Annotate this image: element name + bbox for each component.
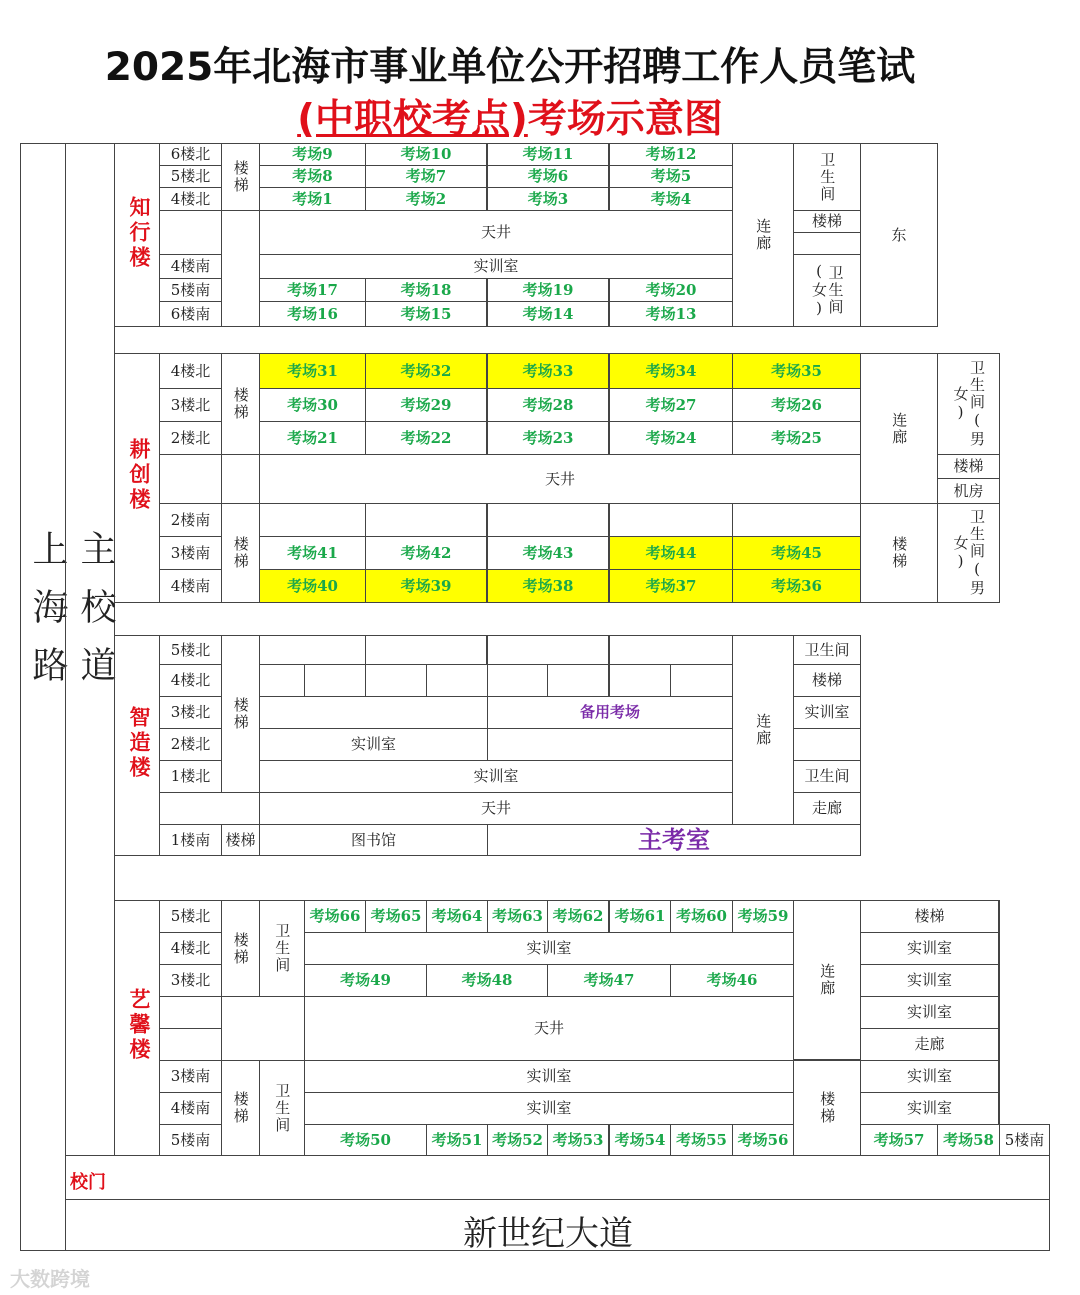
blank-cell <box>487 503 609 537</box>
patio: 天井 <box>304 996 794 1061</box>
blank-cell <box>365 503 487 537</box>
floor-label: 1楼北 <box>159 760 222 793</box>
chief-examiner-room: 主考室 <box>487 824 861 856</box>
exam-room: 考场20 <box>609 278 733 302</box>
machine-room: 机房 <box>937 478 1000 504</box>
floor-label: 5楼南 <box>159 278 222 302</box>
toilet: 卫生间(女) <box>793 254 861 327</box>
exam-room: 考场25 <box>732 421 861 455</box>
title-venue: (中职校考点) <box>297 97 528 142</box>
blank-cell <box>793 232 861 255</box>
blank-cell <box>221 454 260 504</box>
floor-label: 4楼南 <box>159 254 222 279</box>
corridor: 连廊 <box>732 143 794 327</box>
stairs: 楼梯 <box>221 824 260 856</box>
main-road-label: 主校道 <box>75 530 116 704</box>
blank-cell <box>365 635 487 665</box>
blank-cell <box>609 635 733 665</box>
stairs: 楼梯 <box>221 143 260 211</box>
exam-room: 考场66 <box>304 900 366 933</box>
exam-room: 考场26 <box>732 388 861 422</box>
toilet: 卫生间 <box>793 635 861 665</box>
training-room: 实训室 <box>860 996 999 1029</box>
blank-cell <box>487 728 733 761</box>
blank-cell <box>259 664 305 697</box>
exam-room: 考场16 <box>259 301 366 327</box>
blank-cell <box>793 728 861 761</box>
exam-room: 考场45 <box>732 536 861 570</box>
blank-cell <box>259 635 366 665</box>
stairs: 楼梯 <box>793 210 861 233</box>
exam-room: 考场49 <box>304 964 427 997</box>
corridor: 连廊 <box>793 900 861 1060</box>
blank-cell <box>159 210 222 255</box>
blank-cell <box>487 635 609 665</box>
exam-room: 考场63 <box>487 900 548 933</box>
blank-cell <box>304 664 366 697</box>
training-room: 实训室 <box>860 1060 999 1093</box>
exam-room: 考场28 <box>487 388 609 422</box>
training-room: 实训室 <box>259 728 488 761</box>
exam-room: 考场37 <box>609 569 733 603</box>
exam-room: 考场48 <box>426 964 548 997</box>
training-room: 实训室 <box>259 254 733 279</box>
exam-room: 考场60 <box>670 900 733 933</box>
exam-room: 考场61 <box>609 900 671 933</box>
exam-room: 考场42 <box>365 536 487 570</box>
exam-room: 考场58 <box>937 1124 1000 1156</box>
exam-room: 考场47 <box>547 964 671 997</box>
building-zhixing: 知行楼 <box>127 196 151 271</box>
exam-room: 考场14 <box>487 301 609 327</box>
exam-room: 考场57 <box>860 1124 938 1156</box>
blank-cell <box>221 996 305 1061</box>
floor-label: 3楼北 <box>159 388 222 422</box>
building-yixin: 艺馨楼 <box>127 988 151 1063</box>
exam-room: 考场24 <box>609 421 733 455</box>
blank-cell <box>609 503 733 537</box>
exam-room: 考场30 <box>259 388 366 422</box>
blank-cell <box>487 664 548 697</box>
exam-room: 考场27 <box>609 388 733 422</box>
exam-room: 考场36 <box>732 569 861 603</box>
exam-room: 考场17 <box>259 278 366 302</box>
exam-room: 考场1 <box>259 187 366 211</box>
stairs: 楼梯 <box>221 900 260 997</box>
toilet: 卫生间 <box>793 760 861 793</box>
blank-cell <box>259 503 366 537</box>
floor-label: 2楼北 <box>159 421 222 455</box>
floor-label: 4楼北 <box>159 187 222 211</box>
stairs: 楼梯 <box>221 353 260 455</box>
exam-room: 考场53 <box>547 1124 609 1156</box>
exam-room: 考场10 <box>365 143 487 166</box>
blank-cell <box>221 210 260 327</box>
toilet: 卫生间(男女) <box>937 353 1000 455</box>
floor-label: 5楼北 <box>159 165 222 188</box>
exam-room: 考场52 <box>487 1124 548 1156</box>
floor-label: 4楼南 <box>159 1092 222 1125</box>
training-room: 实训室 <box>793 696 861 729</box>
toilet: 卫生间(男女) <box>937 503 1000 603</box>
stairs: 楼梯 <box>221 1060 260 1156</box>
exam-room: 考场31 <box>259 353 366 389</box>
blank-cell <box>365 664 427 697</box>
exam-room: 考场2 <box>365 187 487 211</box>
exam-room: 考场32 <box>365 353 487 389</box>
exam-room: 考场46 <box>670 964 794 997</box>
stairs: 楼梯 <box>221 635 260 793</box>
floor-label: 2楼南 <box>159 503 222 537</box>
exam-room: 考场19 <box>487 278 609 302</box>
library: 图书馆 <box>259 824 488 856</box>
blank-cell <box>547 664 609 697</box>
exam-room: 考场54 <box>609 1124 671 1156</box>
patio: 天井 <box>259 454 861 504</box>
floor-label: 3楼北 <box>159 964 222 997</box>
stairs: 楼梯 <box>793 664 861 697</box>
exam-room: 考场59 <box>732 900 794 933</box>
blank-cell <box>159 996 222 1029</box>
training-room: 实训室 <box>860 1092 999 1125</box>
training-room: 实训室 <box>304 1092 794 1125</box>
floor-label: 5楼南 <box>999 1124 1050 1156</box>
blank-cell <box>732 503 861 537</box>
corridor: 连廊 <box>860 353 938 504</box>
gate-row <box>65 1155 1050 1200</box>
exam-room: 考场56 <box>732 1124 794 1156</box>
exam-room: 考场34 <box>609 353 733 389</box>
exam-room: 考场8 <box>259 165 366 188</box>
floor-label: 4楼南 <box>159 569 222 603</box>
exam-room: 考场35 <box>732 353 861 389</box>
title-suffix: 考场示意图 <box>527 97 723 142</box>
floor-label: 6楼北 <box>159 143 222 166</box>
toilet: 卫生间 <box>793 143 861 211</box>
exam-room: 考场3 <box>487 187 609 211</box>
exam-room: 考场55 <box>670 1124 733 1156</box>
exam-room: 考场62 <box>547 900 609 933</box>
floor-label: 4楼北 <box>159 932 222 965</box>
exam-room: 考场22 <box>365 421 487 455</box>
stairs: 楼梯 <box>860 900 999 933</box>
floor-label: 5楼北 <box>159 635 222 665</box>
exam-room: 考场12 <box>609 143 733 166</box>
exam-room: 考场29 <box>365 388 487 422</box>
title-line1: 2025年北海市事业单位公开招聘工作人员笔试 <box>104 45 916 90</box>
exam-room: 考场39 <box>365 569 487 603</box>
exam-room: 考场23 <box>487 421 609 455</box>
training-room: 实训室 <box>259 760 733 793</box>
exam-room: 考场50 <box>304 1124 427 1156</box>
exam-room: 考场9 <box>259 143 366 166</box>
stairs: 楼梯 <box>793 1060 861 1156</box>
shanghai-road-label: 上海路 <box>27 530 68 704</box>
building-zhizao: 智造楼 <box>127 706 151 781</box>
bottom-road-label: 新世纪大道 <box>463 1214 633 1254</box>
exam-room: 考场11 <box>487 143 609 166</box>
exam-room: 考场5 <box>609 165 733 188</box>
floor-label: 3楼南 <box>159 536 222 570</box>
floor-label: 5楼南 <box>159 1124 222 1156</box>
exam-room: 考场44 <box>609 536 733 570</box>
blank-cell <box>426 664 488 697</box>
hallway: 走廊 <box>793 792 861 825</box>
blank-cell <box>159 454 222 504</box>
patio: 天井 <box>259 210 733 255</box>
exam-room: 考场7 <box>365 165 487 188</box>
training-room: 实训室 <box>304 1060 794 1093</box>
stairs: 楼梯 <box>937 454 1000 479</box>
exam-room: 考场33 <box>487 353 609 389</box>
floor-label: 3楼北 <box>159 696 222 729</box>
stairs: 楼梯 <box>860 503 938 603</box>
hallway: 走廊 <box>860 1028 999 1061</box>
exam-room: 考场43 <box>487 536 609 570</box>
blank-cell <box>259 696 488 729</box>
corridor: 连廊 <box>732 635 794 825</box>
patio: 天井 <box>259 792 733 825</box>
floor-label: 6楼南 <box>159 301 222 327</box>
floor-label: 4楼北 <box>159 353 222 389</box>
floor-label: 5楼北 <box>159 900 222 933</box>
training-room: 实训室 <box>304 932 794 965</box>
exam-room: 考场13 <box>609 301 733 327</box>
exam-room: 考场38 <box>487 569 609 603</box>
floor-label: 2楼北 <box>159 728 222 761</box>
watermark: 大数跨境 <box>10 1267 90 1291</box>
exam-room: 考场4 <box>609 187 733 211</box>
school-gate-label: 校门 <box>70 1172 106 1193</box>
exam-room: 考场64 <box>426 900 488 933</box>
exam-room: 考场15 <box>365 301 487 327</box>
floor-label: 4楼北 <box>159 664 222 697</box>
exam-room: 考场40 <box>259 569 366 603</box>
blank-cell <box>159 792 260 825</box>
floor-label: 1楼南 <box>159 824 222 856</box>
title-line2 <box>0 88 1020 144</box>
building-gengchuang: 耕创楼 <box>127 438 151 513</box>
spare-exam-room: 备用考场 <box>487 696 733 729</box>
blank-cell <box>670 664 733 697</box>
stairs: 楼梯 <box>221 503 260 603</box>
exam-room: 考场6 <box>487 165 609 188</box>
toilet: 卫生间 <box>259 900 305 997</box>
exam-room: 考场51 <box>426 1124 488 1156</box>
east-label: 东 <box>860 143 938 327</box>
blank-cell <box>159 1028 222 1061</box>
floor-label: 3楼南 <box>159 1060 222 1093</box>
toilet: 卫生间 <box>259 1060 305 1156</box>
training-room: 实训室 <box>860 964 999 997</box>
blank-cell <box>609 664 671 697</box>
exam-room: 考场18 <box>365 278 487 302</box>
exam-room: 考场21 <box>259 421 366 455</box>
training-room: 实训室 <box>860 932 999 965</box>
exam-room: 考场41 <box>259 536 366 570</box>
exam-room: 考场65 <box>365 900 427 933</box>
